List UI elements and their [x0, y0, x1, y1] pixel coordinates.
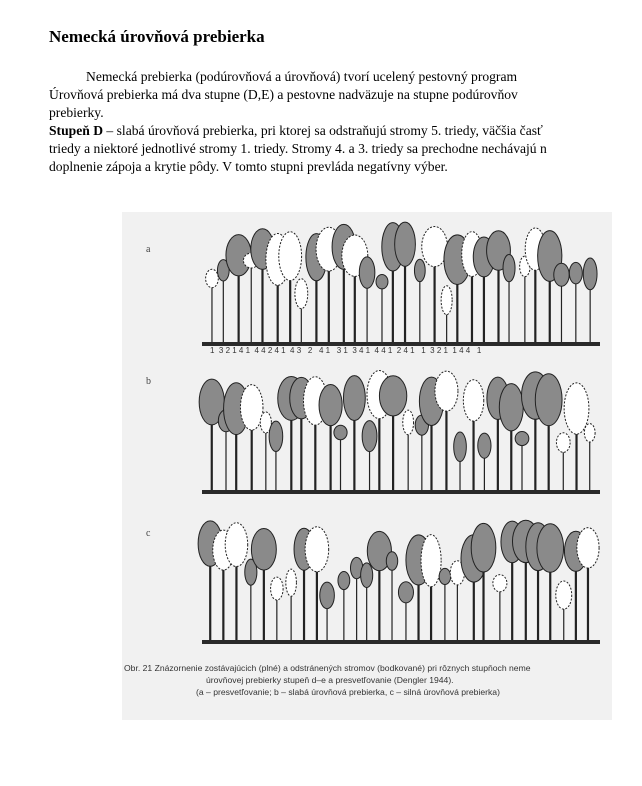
tree	[338, 571, 350, 640]
tree	[421, 535, 441, 640]
tree	[403, 410, 414, 490]
tree	[441, 286, 452, 342]
paragraph-1-line-1: Nemecká prebierka (podúrovňová a úrovňová) tvorí ucelený pestovný program	[86, 69, 518, 84]
tree	[286, 569, 297, 640]
ground-line	[202, 640, 600, 644]
tree	[537, 524, 564, 640]
tree	[515, 432, 529, 490]
tree	[554, 263, 569, 342]
tree	[359, 257, 375, 342]
row-label-b: b	[146, 376, 151, 387]
tree	[361, 563, 373, 640]
tree	[414, 259, 425, 342]
tree	[245, 559, 257, 640]
tree	[583, 258, 597, 342]
section-heading: Nemecká úrovňová prebierka	[49, 27, 265, 46]
tree	[439, 568, 451, 640]
tree	[386, 552, 397, 640]
tree	[295, 279, 308, 342]
tree	[503, 254, 515, 342]
paragraph-2-line-1	[49, 122, 642, 140]
tree	[225, 523, 247, 640]
tree	[493, 575, 507, 640]
row-label-c: c	[146, 528, 151, 539]
tree-row-b	[199, 371, 600, 494]
tree	[535, 374, 562, 490]
forest-stand-illustration	[122, 212, 612, 652]
tree	[217, 260, 229, 342]
tree	[342, 235, 368, 342]
caption-line-2: úrovňovej prebierky stupeň d–e a presvetľovanie (Dengler 1944).	[206, 675, 454, 685]
tree-row-a	[202, 222, 600, 346]
thinning-figure	[122, 212, 612, 720]
tree	[240, 385, 263, 490]
tree	[538, 231, 562, 342]
paragraph-2-line-2: triedy a niektoré jednotlivé stromy 1. triedy. Stromy 4. a 3. triedy sa prechodne nechávajú n	[49, 141, 547, 156]
stage-d-description: – slabá úrovňová prebierka, pri ktorej sa odstraňujú stromy 5. triedy, väčšia časť	[103, 123, 543, 138]
caption-line-1: Obr. 21 Znázornenie zostávajúcich (plné) a odstránených stromov (bodkované) pri rôznych stupňoch neme	[124, 663, 531, 673]
tree	[379, 376, 406, 490]
tree	[398, 582, 413, 640]
tree	[577, 528, 599, 640]
tree-class-numbers: 1 3 2 1 4 1 4 4 2 4 1 4 3 2 4 1 3 1 3 4 1 4 4 1 2 4 1 1 3 2 1 1 4 4 1	[210, 346, 482, 355]
tree	[422, 227, 448, 342]
tree	[271, 577, 284, 640]
tree	[362, 421, 377, 490]
tree	[556, 433, 570, 490]
tree	[569, 262, 582, 342]
paragraph-1-line-3: prebierky.	[49, 105, 104, 120]
paragraph-2-line-3: doplnenie zápoja a krytie pôdy. V tomto stupni prevláda negatívny výber.	[49, 159, 448, 174]
tree	[334, 425, 347, 490]
tree	[206, 269, 219, 342]
tree	[520, 256, 530, 342]
tree	[367, 531, 391, 640]
tree	[556, 581, 572, 640]
tree	[226, 235, 251, 342]
tree	[415, 415, 428, 490]
stage-d-term: Stupeň D	[49, 123, 104, 138]
tree	[487, 231, 511, 342]
tree	[454, 432, 467, 490]
tree	[435, 371, 458, 490]
tree	[478, 433, 491, 490]
tree	[199, 379, 224, 490]
tree	[320, 582, 335, 640]
tree	[395, 222, 416, 342]
paragraph-1-line-2: Úrovňová prebierka má dva stupne (D,E) a pestovne nadväzuje na stupne podúrovňov	[49, 87, 518, 102]
row-label-a: a	[146, 244, 151, 255]
tree	[450, 561, 464, 640]
caption-line-3: (a – presvetľovanie; b – slabá úrovňová prebierka, c – silná úrovňová prebierka)	[196, 687, 500, 697]
tree-row-c	[198, 520, 600, 644]
tree	[260, 412, 271, 490]
ground-line	[202, 490, 600, 494]
tree	[376, 274, 388, 342]
tree	[584, 424, 595, 490]
tree	[269, 421, 283, 490]
